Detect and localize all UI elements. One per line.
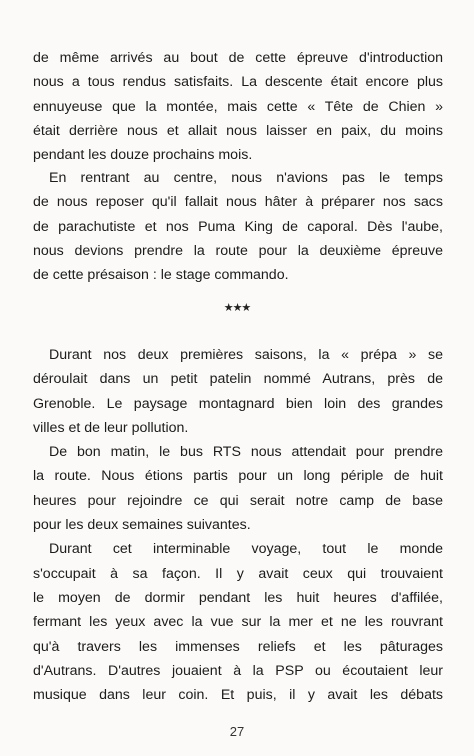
paragraph-2 [33,166,443,287]
paragraph-line: de même arrivés au bout de cette épreuve d'introduction [33,50,443,66]
page-number: 27 [229,724,245,739]
paragraph-line: pour les deux semaines suivantes. [33,517,251,534]
paragraph-line: De bon matin, le bus RTS nous attendait pour prendre [49,444,443,461]
paragraph-line: En rentrant au centre, nous n'avions pas le temps [49,170,443,186]
paragraph-line: était derrière nous et allait nous laisser en paix, du moins [33,122,443,139]
paragraph-line: nous a tous rendus satisfaits. La descente était encore plus [33,74,443,91]
paragraph-line: la route. Nous étions partis pour un long périple de huit [33,468,443,485]
paragraph-line: fermant les yeux avec la vue sur la mer et ne les rouvrant [33,614,443,631]
paragraph-3 [33,343,443,440]
paragraph-5 [33,537,443,707]
paragraph-line: déroulait dans un petit patelin nommé Autrans, près de [33,371,443,388]
paragraph-line: s'occupait à sa façon. Il y avait ceux qui trouvaient [33,565,443,582]
section-break-ornament: ★★★ [223,301,251,314]
paragraph-line: pendant les douze prochains mois. [33,147,253,164]
paragraph-line: le moyen de dormir pendant les huit heures d'affilée, [33,589,443,606]
paragraph-line: de cette présaison : le stage commando. [33,267,289,284]
paragraph-line: ennuyeuse que la montée, mais cette « Tête de Chien » [33,98,443,115]
paragraph-line: de parachutiste et nos Puma King de caporal. Dès l'aube, [33,218,443,235]
paragraph-1 [33,46,443,167]
paragraph-line: d'Autrans. D'autres jouaient à la PSP ou écoutaient leur [33,662,443,679]
paragraph-line: villes et de leur pollution. [33,419,189,436]
paragraph-line: Durant cet interminable voyage, tout le monde [49,541,443,558]
paragraph-line: musique dans leur coin. Et puis, il y avait les débats [33,687,443,704]
paragraph-4 [33,440,443,537]
paragraph-line: de nous reposer qu'il fallait nous hâter à préparer nos sacs [33,194,443,211]
paragraph-line: Grenoble. Le paysage montagnard bien loin des grandes [33,395,443,412]
text-section-1 [33,46,443,167]
text-section-3 [33,343,443,707]
paragraph-line: qu'à travers les immenses reliefs et les pâturages [33,638,443,655]
paragraph-line: Durant nos deux premières saisons, la « prépa » se [49,347,443,363]
text-section-2 [33,166,443,287]
paragraph-line: heures pour rejoindre ce qui serait notre camp de base [33,492,443,509]
paragraph-line: nous devions prendre la route pour la deuxième épreuve [33,242,443,259]
